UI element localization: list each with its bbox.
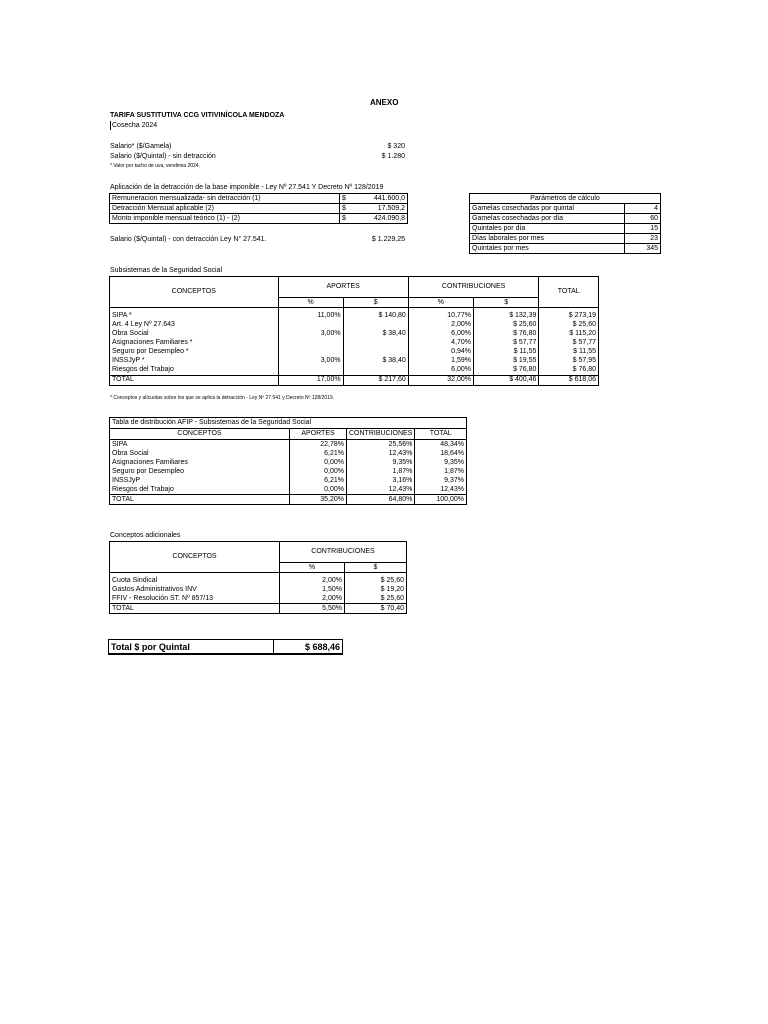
value-cell: 6,21%: [290, 449, 347, 458]
value-cell: 1,87%: [415, 467, 467, 476]
table-row: [470, 224, 661, 234]
value-cell: $ 57,95: [539, 357, 599, 366]
value-cell: 3,00%: [278, 357, 343, 366]
value-cell: $ 25,60: [345, 576, 407, 585]
detraccion-value: 424.090,8: [354, 214, 408, 224]
value-cell: $ 273,19: [539, 312, 599, 321]
value-cell: 3,00%: [278, 330, 343, 339]
table-total-row: [110, 375, 599, 385]
table-row: [110, 485, 467, 495]
concepto-cell: INSSJyP: [110, 476, 290, 485]
value-cell: $ 132,39: [474, 312, 539, 321]
value-cell: 0,00%: [290, 458, 347, 467]
table-row: [110, 429, 467, 440]
adicionales-table: [109, 541, 407, 614]
table-row: [110, 542, 407, 563]
document-subtitle: TARIFA SUSTITUTIVA CCG VITIVINÍCOLA MENDOZA: [110, 112, 285, 119]
value-cell: 2,00%: [280, 576, 345, 585]
value-cell: 6,21%: [290, 476, 347, 485]
seguridad-table: [109, 276, 599, 386]
concepto-cell: INSSJyP *: [110, 357, 279, 366]
detraccion-heading: Aplicación de la detracción de la base imponible - Ley Nº 27.541 Y Decreto Nº 128/2019: [110, 184, 384, 191]
header-total: TOTAL: [539, 277, 599, 308]
total-cell: 17,00%: [278, 375, 343, 385]
parametro-value: 345: [625, 244, 661, 254]
value-cell: $ 19,20: [345, 585, 407, 594]
value-cell: $ 140,80: [343, 312, 408, 321]
total-quintal-table: [108, 639, 343, 655]
table-row: [110, 576, 407, 585]
salario-gamela-value: $ 320: [387, 143, 405, 150]
value-cell: 12,43%: [347, 449, 415, 458]
table-row: [110, 594, 407, 604]
table-row: [470, 194, 661, 204]
afip-heading: Tabla de distribución AFIP - Subsistemas de la Seguridad Social: [110, 418, 467, 429]
table-row: [110, 312, 599, 321]
detraccion-table: [109, 193, 408, 224]
table-row: [110, 357, 599, 366]
value-cell: 11,00%: [278, 312, 343, 321]
value-cell: $ 25,60: [539, 321, 599, 330]
total-label: TOTAL: [110, 375, 279, 385]
total-quintal-value: $ 688,46: [274, 640, 343, 655]
header-contribuciones: CONTRIBUCIONES: [347, 429, 415, 440]
value-cell: 2,00%: [408, 321, 473, 330]
header-pct: %: [278, 298, 343, 308]
cosecha-label: Cosecha 2024: [112, 122, 158, 129]
table-row: [470, 204, 661, 214]
seguridad-heading: Subsistemas de la Seguridad Social: [110, 267, 223, 274]
value-cell: [343, 366, 408, 376]
value-cell: 18,64%: [415, 449, 467, 458]
value-cell: $ 76,80: [539, 366, 599, 376]
header-conceptos: CONCEPTOS: [110, 429, 290, 440]
total-cell: $ 70,40: [345, 604, 407, 614]
value-cell: 0,94%: [408, 348, 473, 357]
value-cell: $ 115,20: [539, 330, 599, 339]
total-cell: $ 618,06: [539, 375, 599, 385]
header-aportes: APORTES: [290, 429, 347, 440]
currency-symbol: $: [340, 204, 355, 214]
salario-detraccion-value: $ 1.229,25: [371, 236, 405, 243]
value-cell: $ 57,77: [474, 339, 539, 348]
value-cell: 4,70%: [408, 339, 473, 348]
value-cell: 48,34%: [415, 440, 467, 450]
concepto-cell: SIPA: [110, 440, 290, 450]
total-cell: $ 400,46: [474, 375, 539, 385]
value-cell: 1,87%: [347, 467, 415, 476]
table-row: [109, 640, 343, 655]
value-cell: 10,77%: [408, 312, 473, 321]
header-pct: %: [280, 563, 345, 573]
concepto-cell: Riesgos del Trabajo: [110, 366, 279, 376]
table-row: [110, 277, 599, 298]
header-contribuciones: CONTRIBUCIONES: [408, 277, 539, 298]
table-row: [110, 330, 599, 339]
parametros-table: [469, 193, 661, 254]
value-cell: $ 76,80: [474, 366, 539, 376]
total-cell: 64,80%: [347, 495, 415, 505]
seguridad-note: * Conceptos y alícuotas sobre los que se aplica la detracción - Ley Nº 27.541 y Decreto Nº 128/2019.: [110, 395, 335, 401]
table-row: [110, 458, 467, 467]
concepto-cell: FFIV - Resolución ST. Nº 857/13: [110, 594, 280, 604]
table-row: [110, 418, 467, 429]
value-cell: 2,00%: [280, 594, 345, 604]
parametro-label: Quintales por mes: [470, 244, 625, 254]
header-total: TOTAL: [415, 429, 467, 440]
salario-note: * Valor por tacho de uva, vendimia 2024.: [110, 163, 200, 169]
detraccion-value: 17.509,2: [354, 204, 408, 214]
afip-table: [109, 417, 467, 505]
header-cur: $: [343, 298, 408, 308]
value-cell: 9,35%: [415, 458, 467, 467]
value-cell: [278, 366, 343, 376]
header-pct: %: [408, 298, 473, 308]
value-cell: 6,00%: [408, 366, 473, 376]
value-cell: 6,00%: [408, 330, 473, 339]
table-total-row: [110, 604, 407, 614]
salario-detraccion-label: Salario ($/Quintal) - con detracción Ley N° 27.541.: [110, 236, 267, 243]
parametro-label: Gamelas cosechadas por quintal: [470, 204, 625, 214]
total-cell: 5,50%: [280, 604, 345, 614]
currency-symbol: $: [340, 214, 355, 224]
parametro-value: 4: [625, 204, 661, 214]
value-cell: 3,16%: [347, 476, 415, 485]
value-cell: $ 25,60: [345, 594, 407, 604]
detraccion-label: Detracción Mensual aplicable (2): [110, 204, 340, 214]
concepto-cell: Cuota Sindical: [110, 576, 280, 585]
parametro-label: Quintales por día: [470, 224, 625, 234]
value-cell: [343, 348, 408, 357]
header-conceptos: CONCEPTOS: [110, 542, 280, 573]
parametro-label: Gamelas cosechadas por día: [470, 214, 625, 224]
value-cell: 1,59%: [408, 357, 473, 366]
parametro-value: 15: [625, 224, 661, 234]
value-cell: 1,50%: [280, 585, 345, 594]
value-cell: 9,35%: [347, 458, 415, 467]
value-cell: $ 38,40: [343, 330, 408, 339]
value-cell: [278, 348, 343, 357]
salario-quintal-label: Salario ($/Quintal) - sin detracción: [110, 153, 216, 160]
table-row: [470, 244, 661, 254]
table-row: [470, 214, 661, 224]
detraccion-label: Monto imponible mensual teórico (1) - (2): [110, 214, 340, 224]
value-cell: 22,78%: [290, 440, 347, 450]
table-row: [110, 449, 467, 458]
value-cell: 0,00%: [290, 467, 347, 476]
concepto-cell: Seguro por Desempleo: [110, 467, 290, 476]
value-cell: 0,00%: [290, 485, 347, 495]
concepto-cell: Gastos Administrativos INV: [110, 585, 280, 594]
value-cell: [278, 339, 343, 348]
value-cell: $ 11,55: [539, 348, 599, 357]
currency-symbol: $: [340, 194, 355, 204]
value-cell: $ 76,80: [474, 330, 539, 339]
parametro-value: 23: [625, 234, 661, 244]
value-cell: 9,37%: [415, 476, 467, 485]
table-row: [110, 194, 408, 204]
total-cell: 32,00%: [408, 375, 473, 385]
detraccion-value: 441.600,0: [354, 194, 408, 204]
header-cur: $: [345, 563, 407, 573]
value-cell: $ 57,77: [539, 339, 599, 348]
value-cell: $ 11,55: [474, 348, 539, 357]
value-cell: 25,56%: [347, 440, 415, 450]
concepto-cell: SIPA *: [110, 312, 279, 321]
total-cell: 35,20%: [290, 495, 347, 505]
value-cell: [343, 321, 408, 330]
table-row: [110, 467, 467, 476]
concepto-cell: Art. 4 Ley Nº 27.643: [110, 321, 279, 330]
value-cell: [343, 339, 408, 348]
total-cell: 100,00%: [415, 495, 467, 505]
table-row: [110, 585, 407, 594]
salario-gamela-label: Salario* ($/Gamela): [110, 143, 172, 150]
salario-quintal-value: $ 1.280: [381, 153, 405, 160]
table-total-row: [110, 495, 467, 505]
detraccion-label: Remuneracion mensualizada- sin detracción (1): [110, 194, 340, 204]
page-title: ANEXO: [370, 98, 399, 107]
parametro-label: Días laborales por mes: [470, 234, 625, 244]
value-cell: 12,43%: [347, 485, 415, 495]
adicionales-heading: Conceptos adicionales: [110, 532, 181, 539]
header-aportes: APORTES: [278, 277, 408, 298]
concepto-cell: Obra Social: [110, 449, 290, 458]
parametros-header: Parámetros de cálculo: [470, 194, 661, 204]
table-row: [110, 321, 599, 330]
concepto-cell: Riesgos del Trabajo: [110, 485, 290, 495]
total-cell: $ 217,60: [343, 375, 408, 385]
header-cur: $: [474, 298, 539, 308]
table-row: [110, 204, 408, 214]
concepto-cell: Asignaciones Familiares: [110, 458, 290, 467]
concepto-cell: Asignaciones Familiares *: [110, 339, 279, 348]
table-row: [110, 339, 599, 348]
table-row: [110, 440, 467, 450]
concepto-cell: Seguro por Desempleo *: [110, 348, 279, 357]
value-cell: $ 38,40: [343, 357, 408, 366]
value-cell: $ 25,60: [474, 321, 539, 330]
table-row: [110, 476, 467, 485]
table-row: [470, 234, 661, 244]
total-quintal-label: Total $ por Quintal: [109, 640, 274, 655]
total-label: TOTAL: [110, 495, 290, 505]
concepto-cell: Obra Social: [110, 330, 279, 339]
value-cell: 12,43%: [415, 485, 467, 495]
parametro-value: 60: [625, 214, 661, 224]
value-cell: $ 19,55: [474, 357, 539, 366]
header-conceptos: CONCEPTOS: [110, 277, 279, 308]
table-row: [110, 214, 408, 224]
header-contribuciones: CONTRIBUCIONES: [280, 542, 407, 563]
total-label: TOTAL: [110, 604, 280, 614]
value-cell: [278, 321, 343, 330]
table-row: [110, 348, 599, 357]
table-row: [110, 366, 599, 376]
